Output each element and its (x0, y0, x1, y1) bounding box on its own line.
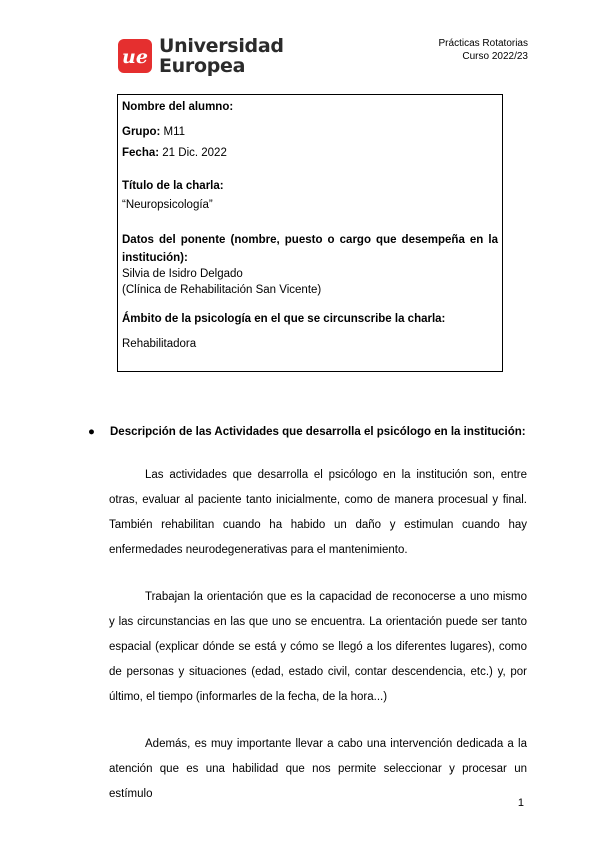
talk-info-box (117, 94, 503, 372)
logo-line-1: Universidad (159, 35, 284, 57)
group-label: Grupo: (122, 126, 161, 138)
speaker-label-line-1 (122, 230, 498, 250)
student-label: Nombre del alumno: (122, 101, 234, 113)
logo-wordmark (159, 36, 284, 76)
scope-value: Rehabilitadora (122, 338, 197, 350)
title-row (122, 178, 498, 194)
group-value: M11 (163, 126, 186, 138)
logo-mark-text: ue (122, 46, 148, 68)
page-number: 1 (517, 797, 524, 809)
speaker-name: Silvia de Isidro Delgado (122, 268, 243, 280)
scope-label: Ámbito de la psicología en el que se circunscribe la charla: (122, 313, 446, 325)
ue-logo-icon (118, 39, 152, 73)
paragraph-3-text: Además, es muy importante llevar a cabo una intervención dedicada a la atención que es una habilidad que nos permite seleccionar y procesar un estímulo (109, 738, 527, 800)
group-row (122, 124, 498, 140)
speaker-label-text-2: institución): (122, 252, 188, 264)
speaker-label-text: Datos del ponente (nombre, puesto o cargo que desempeña en la (122, 234, 498, 246)
section-heading (88, 426, 526, 438)
university-logo (118, 36, 284, 76)
speaker-label-line-2 (122, 250, 498, 266)
header-course-info (439, 37, 528, 63)
title-label: Título de la charla: (122, 180, 224, 192)
title-value: “Neuropsicología” (122, 199, 213, 211)
paragraph-2 (109, 585, 527, 710)
section-title: Descripción de las Actividades que desarrolla el psicólogo en la institución: (110, 426, 526, 438)
header-subject: Prácticas Rotatorias (438, 38, 528, 49)
paragraph-1 (109, 463, 527, 563)
bullet-icon: ● (88, 426, 95, 438)
paragraph-3 (109, 732, 527, 807)
date-row (122, 145, 498, 161)
header-course: Curso 2022/23 (462, 51, 528, 62)
paragraph-2-text: Trabajan la orientación que es la capacidad de reconocerse a uno mismo y las circunstancias en las que uno se encuentra. La orientación puede ser tanto espacial (explicar dónde se está y cómo se llegó a los diferentes lugares), como de personas y situaciones (edad, estado civil, contar descendencia, etc.) y, por último, el tiempo (informarles de la fecha, de la hora...) (109, 591, 527, 703)
logo-line-2: Europea (159, 55, 246, 77)
student-row (122, 99, 498, 115)
date-label: Fecha: (122, 147, 160, 159)
scope-row (122, 311, 498, 327)
paragraph-1-text: Las actividades que desarrolla el psicólogo en la institución son, entre otras, evaluar al paciente tanto inicialmente, como de manera procesual y final. También rehabilitan cuando ha habido un daño y estimulan cuando hay enfermedades neurodegenerativas para el mantenimiento. (109, 469, 527, 556)
date-value: 21 Dic. 2022 (162, 147, 227, 159)
speaker-org: (Clínica de Rehabilitación San Vicente) (122, 284, 322, 296)
